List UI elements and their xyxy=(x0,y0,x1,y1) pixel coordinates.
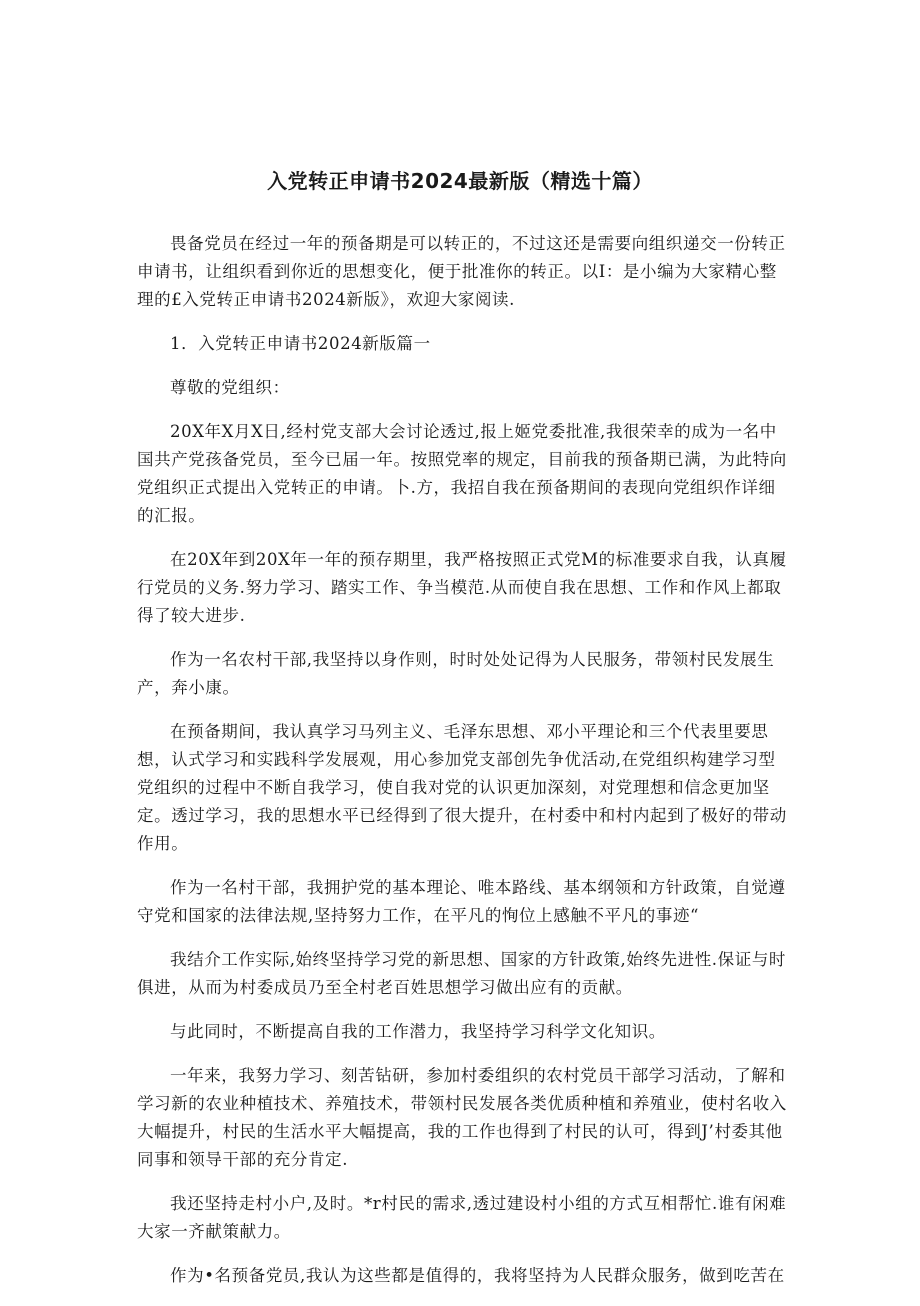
section-heading: 1．入党转正申请书2024新版篇一 xyxy=(170,334,431,353)
body-paragraph: 在20X年到20X年一年的预存期里，我严格按照正式党M的标准要求自我，认真履行党员的义务.努力学习、踏实工作、争当模范.从而使自我在思想、工作和作风上都取得了较大进步. xyxy=(137,550,787,625)
body-paragraph: 在预备期间，我认真学习马列主义、毛泽东思想、邓小平理论和三个代表里要思想，认式学习和实践科学发展观，用心参加党支部创先争优活动,在党组织构建学习型党组织的过程中不断自我学习，使自我对党的认识更加深刻，对党理想和信念更加坚定。透过学习，我的思想水平已经得到了很大提升，在村委中和村内起到了极好的带动作用。 xyxy=(137,722,787,853)
document-title: 入党转正申请书2024最新版（精选十篇） xyxy=(267,169,653,193)
body-paragraph: 我还坚持走村小户,及时。*r村民的需求,透过建设村小组的方式互相帮忙.谁有闲难大家一齐献策献力。 xyxy=(137,1194,787,1241)
salutation: 尊敬的党组织： xyxy=(170,378,290,397)
body-paragraph: 一年来，我努力学习、刻苦钻研，参加村委组织的农村党员干部学习活动，了解和学习新的农业种植技术、养殖技术，带领村民发展各类优质种植和养殖业，使村名收入大幅提升，村民的生活水平大幅提高，我的工作也得到了村民的认可，得到J’村委其他同事和领导干部的充分肯定. xyxy=(137,1066,787,1169)
document-body xyxy=(137,230,787,1306)
body-paragraph: 作为•名预备党员,我认为这些都是值得的，我将坚持为人民群众服务，做到吃苦在 xyxy=(170,1266,785,1285)
body-paragraph: 作为一名农村干部,我坚持以身作则，时时处处记得为人民服务，带领村民发展生产，奔小康。 xyxy=(137,650,775,697)
body-paragraph: 与此同时，不断提高自我的工作潜力，我坚持学习科学文化知识。 xyxy=(170,1022,666,1041)
body-paragraph: 作为一名村干部，我拥护党的基本理论、唯本路线、基本纲领和方针政策，自觉遵守党和国家的法律法规,坚持努力工作，在平凡的恂位上感触不平凡的事迹“ xyxy=(137,878,786,925)
intro-paragraph: 畏备党员在经过一年的预备期是可以转正的，不过这还是需要向组织递交一份转正申请书，让组织看到你近的思想变化，便于批准你的转正。以I：是小编为大家精心整理的£入党转正申请书2024新版》，欢迎大家阅读. xyxy=(137,234,786,309)
body-paragraph: 20X年X月X日,经村党支部大会讨论透过,报上姬党委批准,我很荣幸的成为一名中国共产党孩备党员，至今已届一年。按照党率的规定，目前我的预备期已满，为此特向党组织正式提出入党转正的申请。卜.方，我招自我在预备期间的表现向党组织作详细的汇报。 xyxy=(137,422,787,525)
body-paragraph: 我结介工作实际,始终坚持学习党的新思想、国家的方针政策,始终先进性.保证与时俱进，从而为村委成员乃至全村老百姓思想学习做出应有的贡献。 xyxy=(137,950,787,997)
